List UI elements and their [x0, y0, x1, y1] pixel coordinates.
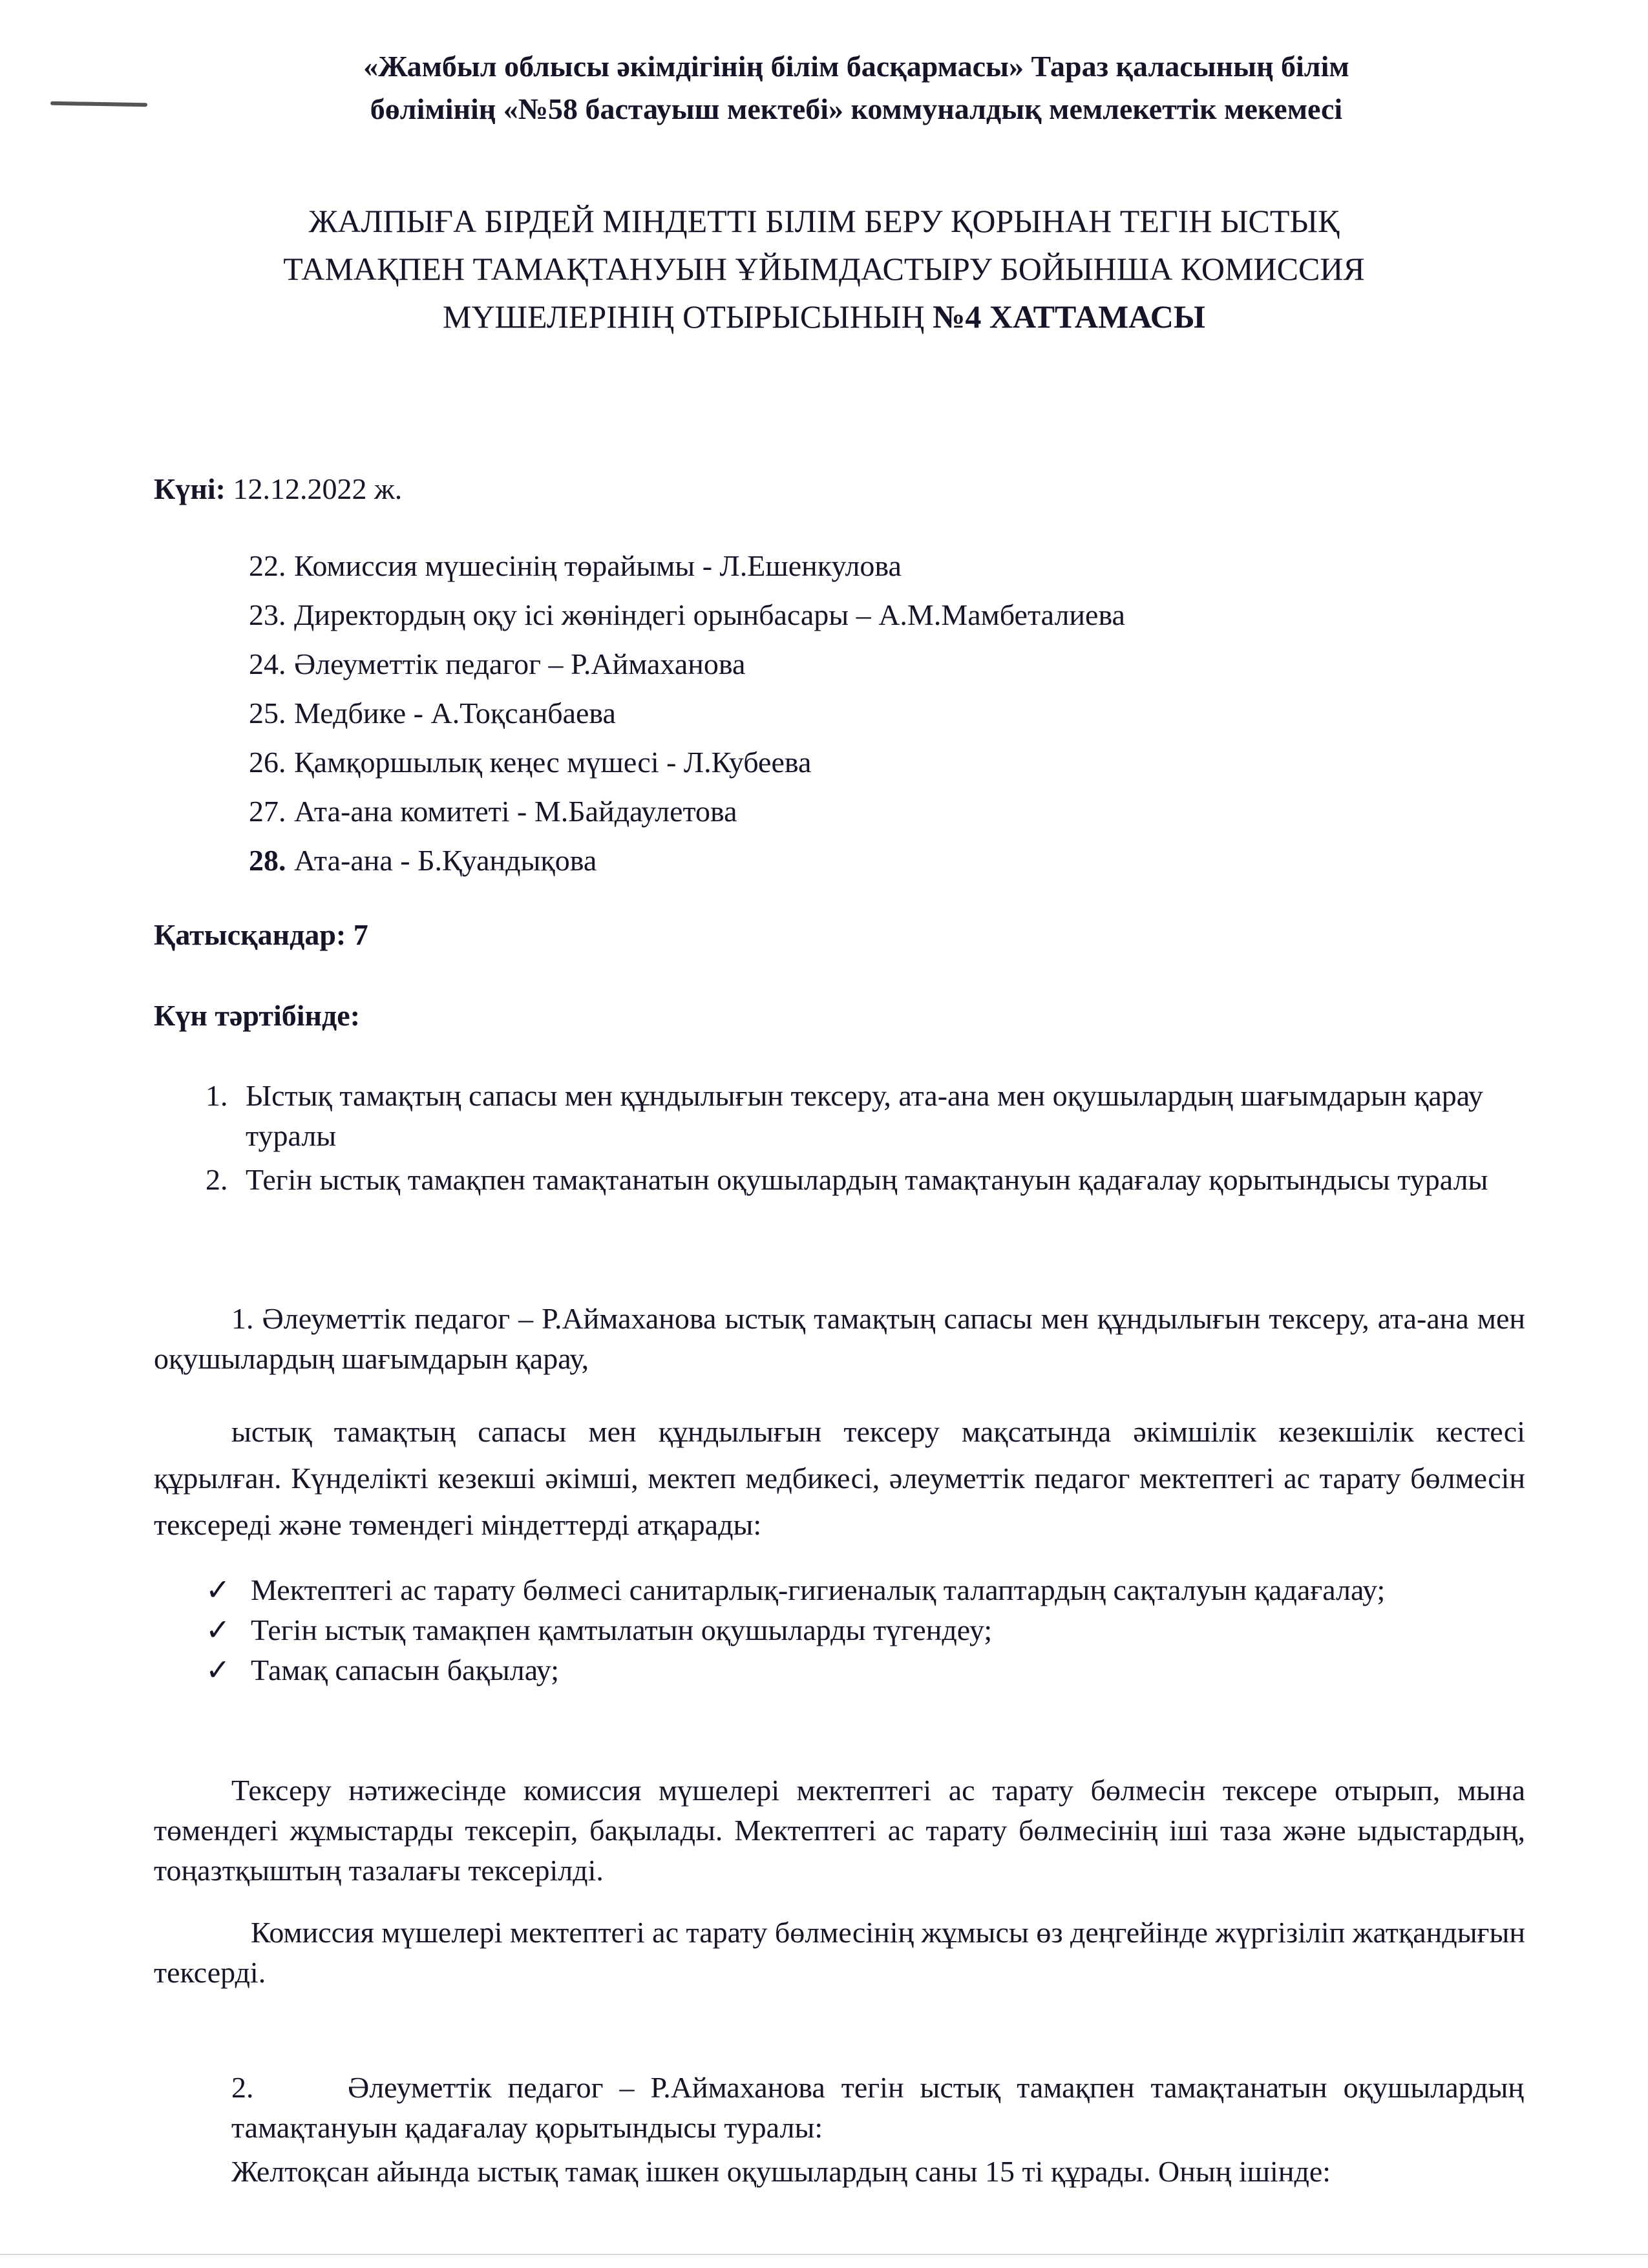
agenda-number: 1.	[206, 1079, 228, 1112]
section-2-intro-text: Әлеуметтік педагог – Р.Аймаханова тегін ыстық тамақпен тамақтанатын оқушылардың тамақтануын қадағалау қорытындысы туралы:	[231, 2071, 1524, 2144]
title-line-1: ЖАЛПЫҒА БІРДЕЙ МІНДЕТТІ БІЛІМ БЕРУ ҚОРЫНАН ТЕГІН ЫСТЫҚ	[308, 203, 1340, 239]
attended-count: Қатысқандар: 7	[154, 918, 368, 951]
scan-mark	[50, 101, 147, 107]
agenda-list	[206, 1076, 1524, 1204]
section-2-intro	[231, 2068, 1524, 2148]
member-text: Директордың оқу ісі жөніндегі орынбасары – А.М.Мамбеталиева	[294, 598, 1125, 631]
title-line-3	[162, 293, 1486, 341]
member-number: 28.	[249, 844, 286, 877]
agenda-heading: Күн тәртібінде:	[154, 999, 361, 1032]
member-number: 25.	[249, 697, 286, 730]
member-item	[249, 689, 1125, 738]
org-line-2: бөлімінің «№58 бастауыш мектебі» коммуналдық мемлекеттік мекемесі	[370, 92, 1343, 125]
check-item	[206, 1610, 1525, 1650]
member-text: Ата-ана комитеті - М.Байдаулетова	[294, 795, 737, 828]
member-text: Комиссия мүшесінің төрайымы - Л.Ешенкулова	[294, 549, 902, 582]
meeting-date	[154, 472, 402, 506]
member-text: Ата-ана - Б.Қуандықова	[294, 844, 597, 877]
check-text: Тегін ыстық тамақпен қамтылатын оқушыларды түгендеу;	[251, 1613, 993, 1646]
duties-checklist	[206, 1570, 1525, 1690]
inspection-result: Тексеру нәтижесінде комиссия мүшелері мектептегі ас тарату бөлмесін тексере отырып, мына төмендегі жұмыстарды тексеріп, бақылады. Мектептегі ас тарату бөлмесінің іші таза және ыдыстардың, тоңазтқыштың тазалағы тексерілді.	[154, 1774, 1525, 1887]
section-2-number: 2.	[231, 2071, 254, 2104]
title-line-3-plain: МҮШЕЛЕРІНІҢ ОТЫРЫСЫНЫҢ	[442, 299, 933, 335]
member-list	[249, 541, 1125, 885]
check-icon: ✓	[206, 1613, 231, 1646]
agenda-text: Ыстық тамақтың сапасы мен құндылығын тексеру, ата-ана мен оқушылардың шағымдарын қарау туралы	[246, 1079, 1483, 1152]
check-icon: ✓	[206, 1573, 231, 1606]
protocol-title	[162, 197, 1486, 341]
member-item	[249, 640, 1125, 689]
check-icon: ✓	[206, 1654, 231, 1686]
agenda-number: 2.	[206, 1163, 228, 1196]
member-number: 23.	[249, 598, 286, 631]
agenda-item	[206, 1160, 1524, 1200]
org-line-1: «Жамбыл облысы әкімдігінің білім басқармасы» Тараз қаласының білім	[363, 50, 1349, 83]
member-item	[249, 738, 1125, 787]
section-1-intro: 1. Әлеуметтік педагог – Р.Аймаханова ыстық тамақтың сапасы мен құндылығын тексеру, ата-ана мен оқушылардың шағымдарын қарау,	[154, 1302, 1525, 1375]
member-item	[249, 836, 1125, 885]
member-number: 22.	[249, 549, 286, 582]
check-item	[206, 1650, 1525, 1690]
member-item	[249, 541, 1125, 591]
agenda-item	[206, 1076, 1524, 1156]
date-label: Күні:	[154, 472, 226, 505]
member-text: Қамқоршылық кеңес мүшесі - Л.Кубеева	[294, 746, 812, 779]
member-text: Медбике - А.Тоқсанбаева	[294, 697, 616, 730]
member-text: Әлеуметтік педагог – Р.Аймаханова	[294, 647, 746, 680]
inspection-conclusion: Комиссия мүшелері мектептегі ас тарату бөлмесінің жұмысы өз деңгейінде жүргізіліп жатқандығын тексерді.	[154, 1916, 1525, 1989]
scan-edge	[0, 2254, 1648, 2255]
agenda-text: Тегін ыстық тамақпен тамақтанатын оқушылардың тамақтануын қадағалау қорытындысы туралы	[246, 1163, 1488, 1196]
member-item	[249, 591, 1125, 640]
section-1-paragraph: ыстық тамақтың сапасы мен құндылығын тексеру мақсатында әкімшілік кезекшілік кестесі құрылған. Күнделікті кезекші әкімші, мектеп медбикесі, әлеуметтік педагог мектептегі ас тарату бөлмесін тексереді және төмендегі міндеттерді атқарады:	[154, 1415, 1525, 1541]
check-text: Мектептегі ас тарату бөлмесі санитарлық-гигиеналық талаптардың сақталуын қадағалау;	[251, 1573, 1386, 1606]
section-2-paragraph: Желтоқсан айында ыстық тамақ ішкен оқушылардың саны 15 ті құрады. Оның ішінде:	[231, 2155, 1331, 2188]
check-text: Тамақ сапасын бақылау;	[251, 1654, 559, 1686]
organization-header	[162, 45, 1551, 131]
date-value: 12.12.2022 ж.	[233, 472, 403, 505]
check-item	[206, 1570, 1525, 1610]
member-number: 26.	[249, 746, 286, 779]
member-number: 27.	[249, 795, 286, 828]
title-protocol-number: №4 ХАТТАМАСЫ	[933, 299, 1205, 335]
member-number: 24.	[249, 647, 286, 680]
member-item	[249, 787, 1125, 836]
title-line-2: ТАМАҚПЕН ТАМАҚТАНУЫН ҰЙЫМДАСТЫРУ БОЙЫНША КОМИССИЯ	[283, 251, 1365, 287]
